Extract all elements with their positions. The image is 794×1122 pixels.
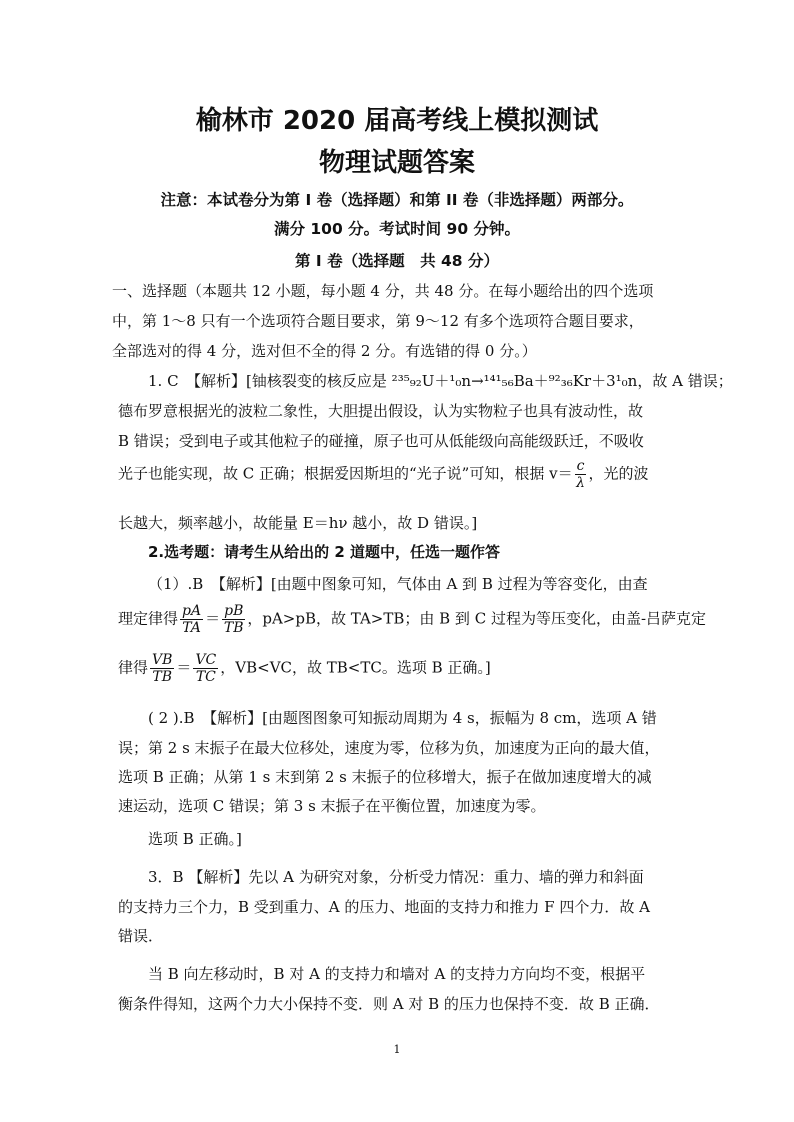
equals-sign: ＝ — [176, 658, 192, 677]
q2a-line-2-b: ，pA>pB，故 TA>TB；由 B 到 C 过程为等压变化，由盖-吕萨克定 — [247, 609, 707, 628]
q2b-line-1: ( 2 ).B 【解析】[由题图图象可知振动周期为 4 s，振幅为 8 cm，选项 A 错 — [148, 709, 657, 727]
q2a-line-3-a: 律得 — [118, 658, 149, 677]
fraction-numerator: VB — [152, 652, 173, 668]
q2b-line-3: 选项 B 正确；从第 1 s 末到第 2 s 末振子的位移增大，振子在做加速度增大的减 — [118, 768, 652, 786]
fraction-vc-tc — [193, 652, 218, 685]
fraction-denominator: λ — [576, 475, 585, 491]
notice-line-2: 满分 100 分。考试时间 90 分钟。 — [273, 220, 520, 238]
q3-line-4: 当 B 向左移动时，B 对 A 的支持力和墙对 A 的支持力方向均不变，根据平 — [148, 965, 646, 983]
fraction-denominator: TB — [223, 620, 244, 636]
q2b-line-5: 选项 B 正确。] — [148, 830, 242, 848]
fraction-c-over-lambda — [575, 458, 587, 491]
fraction-numerator: pA — [182, 603, 202, 619]
fraction-denominator: TA — [182, 620, 201, 636]
fraction-denominator: TB — [152, 669, 173, 685]
q1-line-3: B 错误；受到电子或其他粒子的碰撞，原子也可从低能级向高能级跃迁，不吸收 — [118, 432, 644, 450]
q1-line-1: 1. C 【解析】[铀核裂变的核反应是 ²³⁵₉₂U＋¹₀n→¹⁴¹₅₆Ba＋⁹²₃₆Kr＋3¹₀n，故 A 错误； — [148, 372, 733, 390]
notice-line-1: 注意：本试卷分为第 I 卷（选择题）和第 II 卷（非选择题）两部分。 — [160, 191, 634, 209]
q1-line-2: 德布罗意根据光的波粒二象性，大胆提出假设，认为实物粒子也具有波动性，故 — [118, 402, 644, 420]
section-heading: 第 I 卷（选择题 共 48 分） — [295, 252, 499, 270]
equals-sign: ＝ — [205, 609, 221, 628]
page-title: 榆林市 2020 届高考线上模拟测试 — [195, 106, 599, 136]
q2a-line-2 — [118, 603, 707, 636]
page-subtitle: 物理试题答案 — [318, 148, 475, 178]
q1-line-4 — [118, 458, 674, 491]
q3-line-5: 衡条件得知，这两个力大小保持不变．则 A 对 B 的压力也保持不变．故 B 正确． — [118, 995, 660, 1013]
q2a-line-1: （1）.B 【解析】[由题中图象可知，气体由 A 到 B 过程为等容变化，由查 — [148, 575, 648, 593]
q3-line-2: 的支持力三个力，B 受到重力、A 的压力、地面的支持力和推力 F 四个力．故 A — [118, 898, 650, 916]
fraction-pb-tb — [222, 603, 245, 636]
fraction-vb-tb — [150, 652, 174, 685]
intro-line-2: 中，第 1～8 只有一个选项符合题目要求，第 9～12 有多个选项符合题目要求， — [112, 312, 644, 330]
q3-line-3: 错误． — [118, 927, 164, 945]
fraction-numerator: VC — [195, 652, 217, 668]
q1-line-4-b: ，光的波 — [588, 464, 649, 483]
fraction-denominator: TC — [195, 669, 216, 685]
q2b-line-4: 速运动，选项 C 错误；第 3 s 末振子在平衡位置，加速度为零。 — [118, 797, 546, 815]
q2a-line-2-a: 理定律得 — [118, 609, 179, 628]
q1-line-5: 长越大，频率越小，故能量 E＝hν 越小，故 D 错误。] — [118, 514, 478, 532]
fraction-numerator: pB — [224, 603, 244, 619]
q2b-line-2: 误；第 2 s 末振子在最大位移处，速度为零，位移为负，加速度为正向的最大值， — [118, 739, 660, 757]
q2a-line-3 — [118, 652, 674, 685]
fraction-numerator: c — [576, 458, 585, 474]
intro-line-1: 一、选择题（本题共 12 小题，每小题 4 分，共 48 分。在每小题给出的四个选项 — [112, 282, 654, 300]
q2-heading: 2.选考题：请考生从给出的 2 道题中，任选一题作答 — [148, 543, 501, 561]
q1-line-4-a: 光子也能实现，故 C 正确；根据爱因斯坦的“光子说”可知，根据 v＝ — [118, 464, 573, 483]
q3-line-1: 3．B 【解析】先以 A 为研究对象，分析受力情况：重力、墙的弹力和斜面 — [148, 868, 644, 886]
fraction-pa-ta — [180, 603, 203, 636]
q2a-line-3-b: ，VB<VC，故 TB<TC。选项 B 正确。] — [220, 658, 491, 677]
page-number: 1 — [393, 1043, 401, 1056]
intro-line-3: 全部选对的得 4 分，选对但不全的得 2 分。有选错的得 0 分。） — [112, 342, 537, 360]
